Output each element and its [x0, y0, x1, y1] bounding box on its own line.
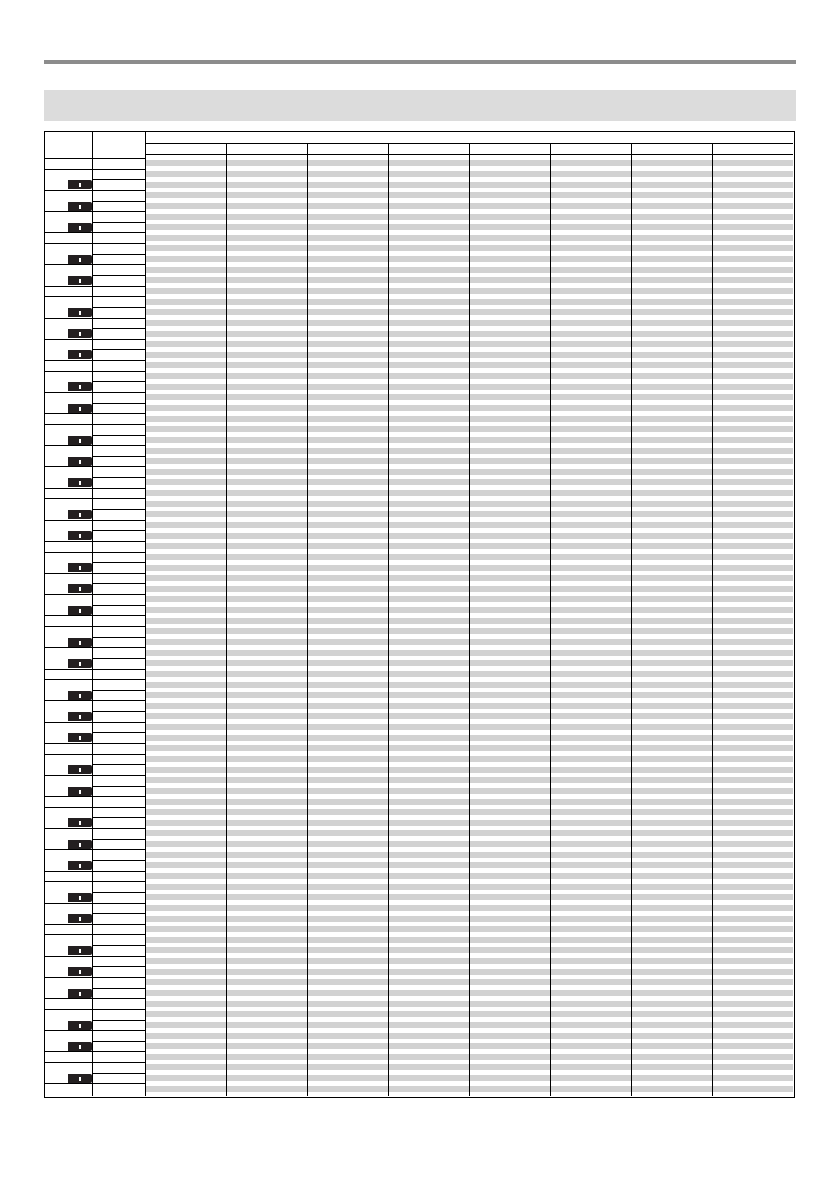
black-key — [68, 531, 92, 540]
flat-sign-icon — [79, 279, 81, 283]
black-key — [68, 404, 92, 413]
black-key — [68, 818, 92, 827]
note-row-line — [92, 243, 145, 244]
black-key — [68, 765, 92, 774]
black-key — [68, 350, 92, 359]
white-key-line — [45, 998, 92, 999]
note-row-line — [92, 860, 145, 861]
white-key-line — [45, 743, 92, 744]
note-row-line — [92, 573, 145, 574]
note-row-line — [92, 1051, 145, 1052]
note-row-line — [92, 775, 145, 776]
note-row-line — [92, 1073, 145, 1074]
flat-sign-icon — [79, 949, 81, 953]
note-row-line — [92, 903, 145, 904]
note-row-line — [92, 477, 145, 478]
black-key — [68, 436, 92, 445]
note-row-line — [92, 605, 145, 606]
white-key-line — [45, 1062, 92, 1063]
note-row-line — [92, 211, 145, 212]
black-key — [68, 1074, 92, 1083]
white-key-line — [45, 1030, 92, 1031]
black-key — [68, 276, 92, 285]
note-row-line — [92, 892, 145, 893]
white-key-line — [45, 849, 92, 850]
note-row-line — [92, 722, 145, 723]
note-row-line — [92, 232, 145, 233]
note-row-line — [92, 541, 145, 542]
note-row-line — [92, 275, 145, 276]
note-row-line — [92, 435, 145, 436]
black-key — [68, 382, 92, 391]
black-key — [68, 606, 92, 615]
white-key-line — [45, 169, 92, 170]
white-key-line — [45, 828, 92, 829]
note-row-line — [92, 392, 145, 393]
note-row-line — [92, 520, 145, 521]
note-row-line — [92, 945, 145, 946]
note-row-line — [92, 169, 145, 170]
note-row-line — [92, 296, 145, 297]
black-key — [68, 712, 92, 721]
note-row-line — [92, 371, 145, 372]
note-row-line — [92, 977, 145, 978]
flat-sign-icon — [79, 407, 81, 411]
black-key — [68, 914, 92, 923]
white-key-line — [45, 371, 92, 372]
flat-sign-icon — [79, 736, 81, 740]
flat-sign-icon — [79, 513, 81, 517]
note-row-line — [92, 179, 145, 180]
white-key-line — [45, 956, 92, 957]
flat-sign-icon — [79, 1045, 81, 1049]
white-key-line — [45, 424, 92, 425]
black-key — [68, 1042, 92, 1051]
note-row-line — [92, 871, 145, 872]
top-rule — [44, 60, 796, 64]
note-row-line — [92, 647, 145, 648]
flat-sign-icon — [79, 1077, 81, 1081]
flat-sign-icon — [79, 587, 81, 591]
note-row-line — [92, 881, 145, 882]
note-row-line — [92, 924, 145, 925]
note-row-line — [92, 828, 145, 829]
black-key — [68, 1021, 92, 1030]
note-row-line — [92, 530, 145, 531]
white-key-line — [45, 243, 92, 244]
flat-sign-icon — [79, 694, 81, 698]
note-row-line — [92, 583, 145, 584]
note-row-line — [92, 158, 145, 159]
white-key-line — [45, 466, 92, 467]
note-row-line — [92, 264, 145, 265]
white-key-line — [45, 286, 92, 287]
white-key-line — [45, 360, 92, 361]
white-key-line — [45, 1051, 92, 1052]
black-key — [68, 478, 92, 487]
note-row-line — [92, 807, 145, 808]
data-column-divider — [388, 143, 389, 1096]
white-key-line — [45, 498, 92, 499]
section-heading-band — [44, 90, 796, 121]
note-row-line — [92, 286, 145, 287]
white-key-line — [45, 775, 92, 776]
flat-sign-icon — [79, 183, 81, 187]
white-key-line — [45, 626, 92, 627]
black-key — [68, 840, 92, 849]
flat-sign-icon — [79, 226, 81, 230]
note-row-line — [92, 913, 145, 914]
white-key-line — [45, 573, 92, 574]
flat-sign-icon — [79, 768, 81, 772]
note-row-line — [92, 360, 145, 361]
white-key-line — [45, 488, 92, 489]
note-row-line — [92, 509, 145, 510]
note-row-line — [92, 328, 145, 329]
white-key-line — [45, 871, 92, 872]
flat-sign-icon — [79, 439, 81, 443]
flat-sign-icon — [79, 843, 81, 847]
note-row-line — [92, 190, 145, 191]
note-row-line — [92, 562, 145, 563]
flat-sign-icon — [79, 385, 81, 389]
black-key — [68, 861, 92, 870]
note-row-line — [92, 934, 145, 935]
black-key — [68, 733, 92, 742]
note-row-line — [92, 456, 145, 457]
note-row-line — [92, 956, 145, 957]
flat-sign-icon — [79, 460, 81, 464]
note-row-line — [92, 552, 145, 553]
black-key — [68, 659, 92, 668]
flat-sign-icon — [79, 258, 81, 262]
white-key-line — [45, 903, 92, 904]
flat-sign-icon — [79, 1024, 81, 1028]
flat-sign-icon — [79, 566, 81, 570]
note-row-line — [92, 732, 145, 733]
note-row-line — [92, 466, 145, 467]
white-key-line — [45, 796, 92, 797]
note-table — [44, 131, 795, 1098]
white-key-line — [45, 339, 92, 340]
note-row-line — [92, 700, 145, 701]
note-row-line — [92, 307, 145, 308]
key-column-divider — [92, 132, 93, 1096]
note-row-line — [92, 445, 145, 446]
black-key — [68, 893, 92, 902]
white-key-line — [45, 669, 92, 670]
white-key-line — [45, 977, 92, 978]
note-row-line — [92, 998, 145, 999]
white-key-line — [45, 881, 92, 882]
white-key-line — [45, 264, 92, 265]
flat-sign-icon — [79, 896, 81, 900]
note-row-line — [92, 488, 145, 489]
note-row-line — [92, 1009, 145, 1010]
white-key-line — [45, 392, 92, 393]
group-header-divider — [145, 143, 793, 144]
flat-sign-icon — [79, 662, 81, 666]
note-row-line — [92, 424, 145, 425]
white-key-line — [45, 679, 92, 680]
white-key-line — [45, 722, 92, 723]
black-key — [68, 308, 92, 317]
white-key-line — [45, 552, 92, 553]
white-key-line — [45, 754, 92, 755]
white-key-line — [45, 807, 92, 808]
note-row-line — [92, 222, 145, 223]
black-key — [68, 457, 92, 466]
white-key-line — [45, 158, 92, 159]
flat-sign-icon — [79, 481, 81, 485]
note-row-line — [92, 1020, 145, 1021]
flat-sign-icon — [79, 353, 81, 357]
white-key-line — [45, 1083, 92, 1084]
white-key-line — [45, 413, 92, 414]
note-row-line — [92, 669, 145, 670]
note-row-line — [92, 349, 145, 350]
white-key-line — [45, 594, 92, 595]
note-row-line — [92, 201, 145, 202]
note-row-line — [92, 743, 145, 744]
flat-sign-icon — [79, 715, 81, 719]
note-row-line — [92, 711, 145, 712]
note-row-line — [92, 498, 145, 499]
note-row-line — [92, 1041, 145, 1042]
data-column-divider — [631, 143, 632, 1096]
white-key-line — [45, 520, 92, 521]
note-row-line — [92, 1083, 145, 1084]
note-row-line — [92, 594, 145, 595]
note-row-line — [92, 817, 145, 818]
note-row-line — [92, 1062, 145, 1063]
note-row-line — [92, 690, 145, 691]
white-key-line — [45, 647, 92, 648]
flat-sign-icon — [79, 205, 81, 209]
black-key — [68, 584, 92, 593]
column-header-divider — [145, 154, 793, 155]
black-key — [68, 329, 92, 338]
black-key — [68, 638, 92, 647]
white-key-line — [45, 318, 92, 319]
white-key-line — [45, 924, 92, 925]
note-row-line — [92, 403, 145, 404]
note-row-line — [92, 679, 145, 680]
black-key — [68, 202, 92, 211]
flat-sign-icon — [79, 970, 81, 974]
flat-sign-icon — [79, 332, 81, 336]
flat-sign-icon — [79, 864, 81, 868]
black-key — [68, 989, 92, 998]
white-key-line — [45, 541, 92, 542]
black-key — [68, 255, 92, 264]
white-key-line — [45, 1009, 92, 1010]
flat-sign-icon — [79, 821, 81, 825]
black-key — [68, 946, 92, 955]
note-column-divider — [145, 132, 146, 1096]
flat-sign-icon — [79, 534, 81, 538]
data-column-divider — [307, 143, 308, 1096]
white-key-line — [45, 615, 92, 616]
white-key-line — [45, 700, 92, 701]
data-column-divider — [469, 143, 470, 1096]
note-row-line — [92, 637, 145, 638]
note-row-line — [92, 966, 145, 967]
note-row-line — [92, 1030, 145, 1031]
black-key — [68, 510, 92, 519]
black-key — [68, 787, 92, 796]
data-column-divider — [712, 143, 713, 1096]
note-row-line — [92, 764, 145, 765]
flat-sign-icon — [79, 609, 81, 613]
note-row-line — [92, 381, 145, 382]
flat-sign-icon — [79, 917, 81, 921]
note-row-line — [92, 413, 145, 414]
note-row-line — [92, 988, 145, 989]
flat-sign-icon — [79, 311, 81, 315]
data-column-divider — [226, 143, 227, 1096]
note-row-line — [92, 626, 145, 627]
note-row-line — [92, 318, 145, 319]
note-row-line — [92, 339, 145, 340]
note-row-line — [92, 786, 145, 787]
white-key-line — [45, 445, 92, 446]
white-key-line — [45, 934, 92, 935]
data-column-divider — [550, 143, 551, 1096]
black-key — [68, 563, 92, 572]
white-key-line — [45, 190, 92, 191]
white-key-line — [45, 296, 92, 297]
black-key — [68, 967, 92, 976]
note-row-line — [92, 254, 145, 255]
note-row-line — [92, 796, 145, 797]
note-row-line — [92, 615, 145, 616]
note-row-line — [92, 658, 145, 659]
flat-sign-icon — [79, 992, 81, 996]
note-row-line — [92, 839, 145, 840]
white-key-line — [45, 232, 92, 233]
black-key — [68, 691, 92, 700]
flat-sign-icon — [79, 790, 81, 794]
flat-sign-icon — [79, 641, 81, 645]
white-key-line — [45, 211, 92, 212]
note-row-line — [92, 849, 145, 850]
black-key — [68, 223, 92, 232]
black-key — [68, 180, 92, 189]
note-row-line — [92, 754, 145, 755]
